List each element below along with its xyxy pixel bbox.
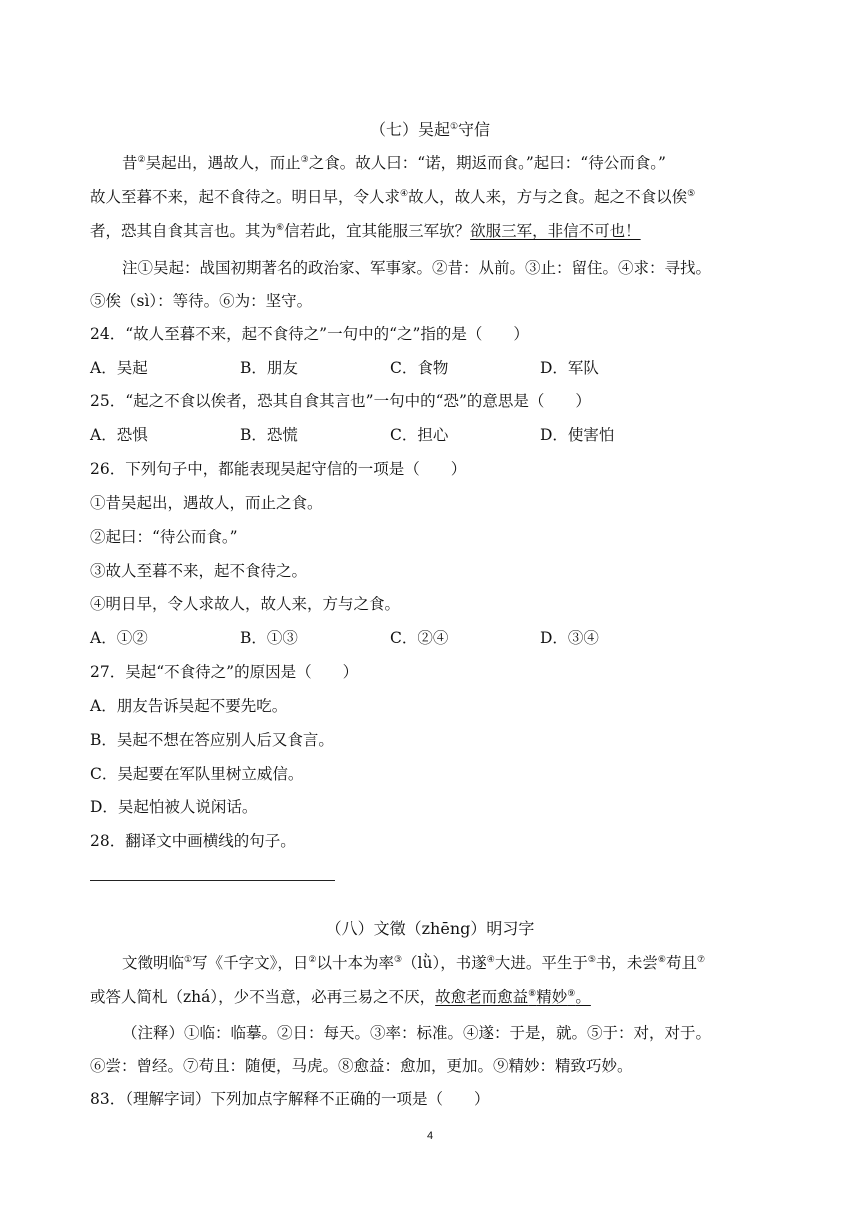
question-26-item-4: ④明日早，令人求故人，故人来，方与之食。: [90, 595, 401, 613]
passage8-note-line1: （注释）①临：临摹。②日：每天。③率：标准。④遂：于是，就。⑤于：对，对于。: [122, 1024, 712, 1042]
option-d[interactable]: D．军队: [540, 359, 599, 377]
passage7-note-line1: 注①吴起：战国初期著名的政治家、军事家。②昔：从前。③止：留住。④求：寻找。: [122, 259, 712, 277]
passage7-paragraph-line2: 故人至暮不来，起不食待之。明日早，令人求④故人，故人来，方与之食。起之不食以俟⑤: [90, 188, 696, 206]
question-26-stem: 26．下列句子中，都能表现吴起守信的一项是（ ）: [90, 460, 467, 478]
passage8-paragraph-line1: 文徵明临①写《千字文》，日②以十本为率③（lǜ），书遂④大进。平生于⑤书，未尝⑥苟且⑦: [122, 954, 706, 972]
question-26-item-3: ③故人至暮不来，起不食待之。: [90, 562, 308, 580]
passage7-paragraph-line3: 者，恐其自食其言也。其为⑥信若此，宜其能服三军欤？欲服三军，非信不可也！: [90, 222, 641, 240]
option-b[interactable]: B．朋友: [240, 359, 298, 377]
option-c[interactable]: C．②④: [390, 629, 449, 647]
option-d[interactable]: D．使害怕: [540, 426, 615, 444]
option-b[interactable]: B．吴起不想在答应别人后又食言。: [90, 731, 334, 749]
option-c[interactable]: C．食物: [390, 359, 449, 377]
option-a[interactable]: A．朋友告诉吴起不要先吃。: [90, 697, 288, 715]
question-26-options: [90, 628, 780, 648]
question-26-item-2: ②起曰：“待公而食。”: [90, 528, 238, 546]
option-a[interactable]: A．①②: [90, 629, 148, 647]
option-a[interactable]: A．吴起: [90, 359, 148, 377]
option-c[interactable]: C．吴起要在军队里树立威信。: [90, 765, 304, 783]
underlined-sentence: 故愈老而愈益⑧精妙⑨。: [435, 988, 591, 1006]
passage8-note-line2: ⑥尝：曾经。⑦苟且：随便，马虎。⑧愈益：愈加，更加。⑨精妙：精致巧妙。: [90, 1057, 633, 1075]
option-b[interactable]: B．①③: [240, 629, 298, 647]
question-83-stem: 83．（理解字词）下列加点字解释不正确的一项是（ ）: [90, 1090, 490, 1108]
option-d[interactable]: D．③④: [540, 629, 599, 647]
passage7-paragraph-line1: 昔②吴起出，遇故人，而止③之食。故人曰：“诺，期返而食。”起曰：“待公而食。”: [122, 154, 666, 172]
option-c[interactable]: C．担心: [390, 426, 449, 444]
question-27-stem: 27．吴起“不食待之”的原因是（ ）: [90, 663, 359, 681]
option-a[interactable]: A．恐惧: [90, 426, 148, 444]
option-d[interactable]: D．吴起怕被人说闲话。: [90, 798, 258, 816]
passage8-paragraph-line2: 或答人简札（zhá），少不当意，必再三易之不厌，故愈老而愈益⑧精妙⑨。: [90, 988, 591, 1006]
question-25-stem: 25．“起之不食以俟者，恐其自食其言也”一句中的“恐”的意思是（ ）: [90, 392, 591, 410]
page-number: 4: [426, 1130, 434, 1142]
passage7-note-line2: ⑤俟（sì）：等待。⑥为：坚守。: [90, 292, 313, 310]
option-b[interactable]: B．恐慌: [240, 426, 298, 444]
question-26-item-1: ①昔吴起出，遇故人，而止之食。: [90, 494, 323, 512]
passage8-title: （八）文徵（zhēng）明习字: [325, 919, 535, 938]
question-25-options: [90, 425, 780, 445]
passage7-title: （七）吴起①守信: [369, 120, 491, 139]
question-24-options: [90, 358, 780, 378]
underlined-sentence: 欲服三军，非信不可也！: [470, 222, 641, 240]
question-28-stem: 28．翻译文中画横线的句子。: [90, 832, 296, 850]
answer-line[interactable]: [90, 880, 335, 881]
question-24-stem: 24．“故人至暮不来，起不食待之”一句中的“之”指的是（ ）: [90, 325, 529, 343]
